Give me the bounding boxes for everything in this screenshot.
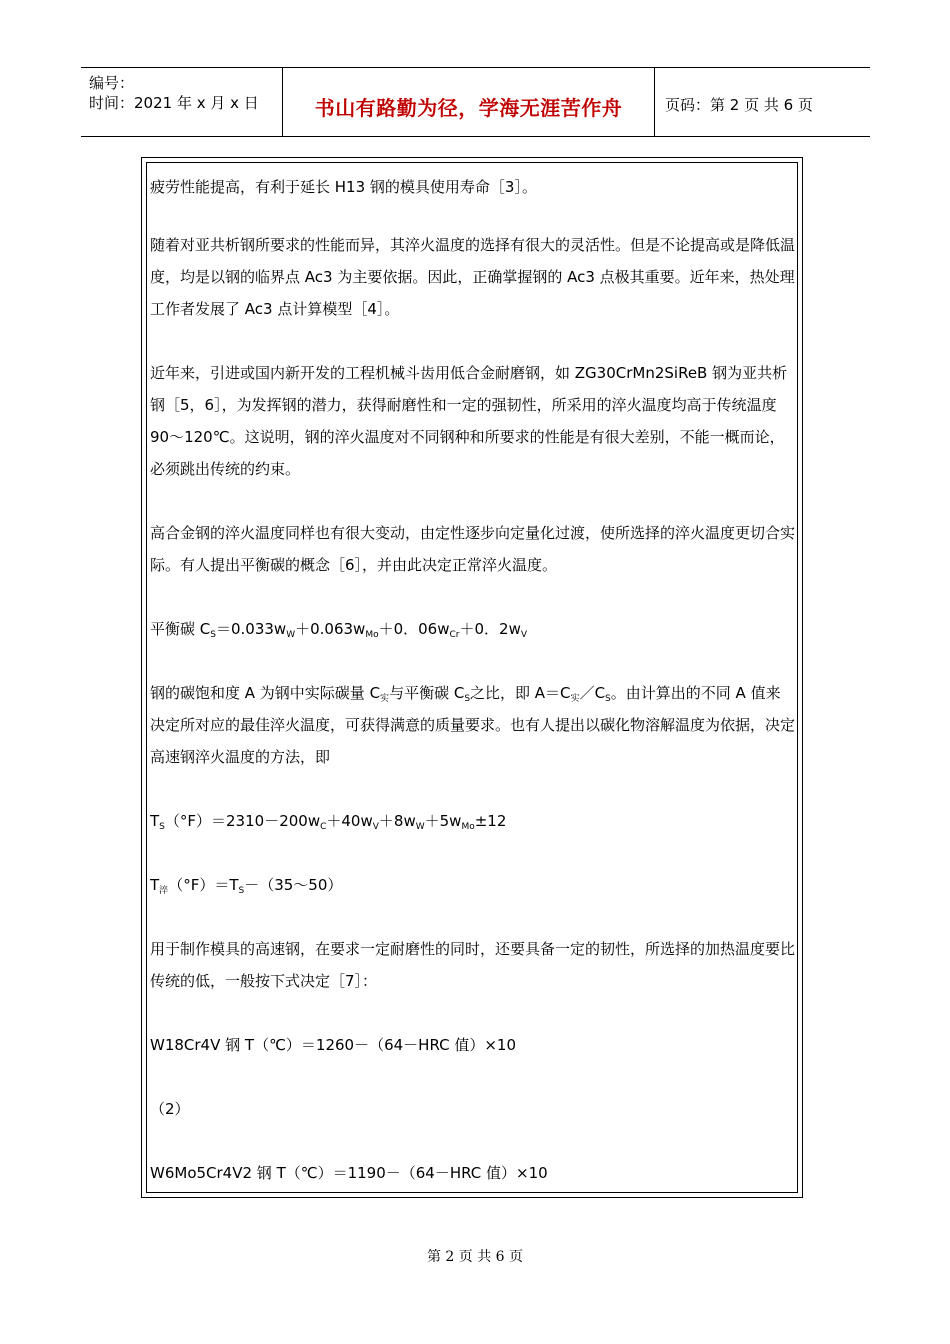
document-number-label: 编号： [89, 74, 135, 92]
formula-number: （2） [150, 1100, 190, 1118]
formula-equilibrium-carbon: 平衡碳 $C_S=0.033w_W+0.063w_{Mo}+0$．$06w_{Cr}+0$．$2w_V$ [150, 620, 528, 640]
page-footer: 第 2 页 共 6 页 [426, 1249, 524, 1265]
content-frame-inner [146, 162, 798, 1193]
header-page-cell [655, 68, 870, 136]
formula-w18cr4v: W18Cr4V 钢 T（℃）＝1260－（64－HRC 值）×10 [150, 1036, 517, 1054]
header-motto: 书山有路勤为径，学海无涯苦作舟 [314, 96, 623, 120]
formula-w6mo5cr4v2: W6Mo5Cr4V2 钢 T（℃）＝1190－（64－HRC 值）×10 [150, 1164, 548, 1182]
paragraph-6: 用于制作模具的高速钢，在要求一定耐磨性的同时，还要具备一定的韧性，所选择的加热温度要比传统的低，一般按下式决定［7］： [150, 940, 796, 990]
paragraph-1: 疲劳性能提高，有利于延长 H13 钢的模具使用寿命［3］。 [150, 178, 537, 196]
header-page-number: 页码：第 2 页 共 6 页 [665, 96, 813, 114]
document-body [150, 171, 795, 1221]
header-motto-cell [283, 68, 655, 136]
paragraph-2: 随着对亚共析钢所要求的性能而异，其淬火温度的选择有很大的灵活性。但是不论提高或是降低温度，均是以钢的临界点 Ac3 为主要依据。因此，正确掌握钢的 Ac3 点极其重要。近年来，热处理工作者发展了 Ac3 点计算模型［4］。 [150, 236, 796, 318]
content-frame [141, 157, 803, 1198]
paragraph-3: 近年来，引进或国内新开发的工程机械斗齿用低合金耐磨钢，如 ZG30CrMn2SiReB 钢为亚共析钢［5，6］，为发挥钢的潜力，获得耐磨性和一定的强韧性，所采用的淬火温度均高于传统温度 90～120℃。这说明，钢的淬火温度对不同钢种和所要求的性能是有很大差别，不能一概而论，必须跳出传统的约束。 [150, 364, 788, 478]
page-header [81, 67, 870, 137]
paragraph-5: 钢的碳饱和度 A 为钢中实际碳量 $C_实$与平衡碳 $C_S$之比，即 $A=C_实/C_S$。由计算出的不同 A 值来决定所对应的最佳淬火温度，可获得满意的质量要求。也有人提出以碳化物溶解温度为依据，决定高速钢淬火温度的方法，即 [150, 684, 796, 766]
formula-t-quench: $T_淬(^\circ F)=T_S-(35\sim 50)$ [150, 876, 343, 896]
document-time-label: 时间：2021 年 x 月 x 日 [89, 94, 259, 112]
formula-ts: $T_S(^\circ F)=2310-200w_C+40w_V+8w_W+5w_{Mo}\pm 12$ [150, 812, 507, 832]
header-meta-cell [81, 68, 283, 136]
paragraph-4: 高合金钢的淬火温度同样也有很大变动，由定性逐步向定量化过渡，使所选择的淬火温度更切合实际。有人提出平衡碳的概念［6］，并由此决定正常淬火温度。 [150, 524, 796, 574]
